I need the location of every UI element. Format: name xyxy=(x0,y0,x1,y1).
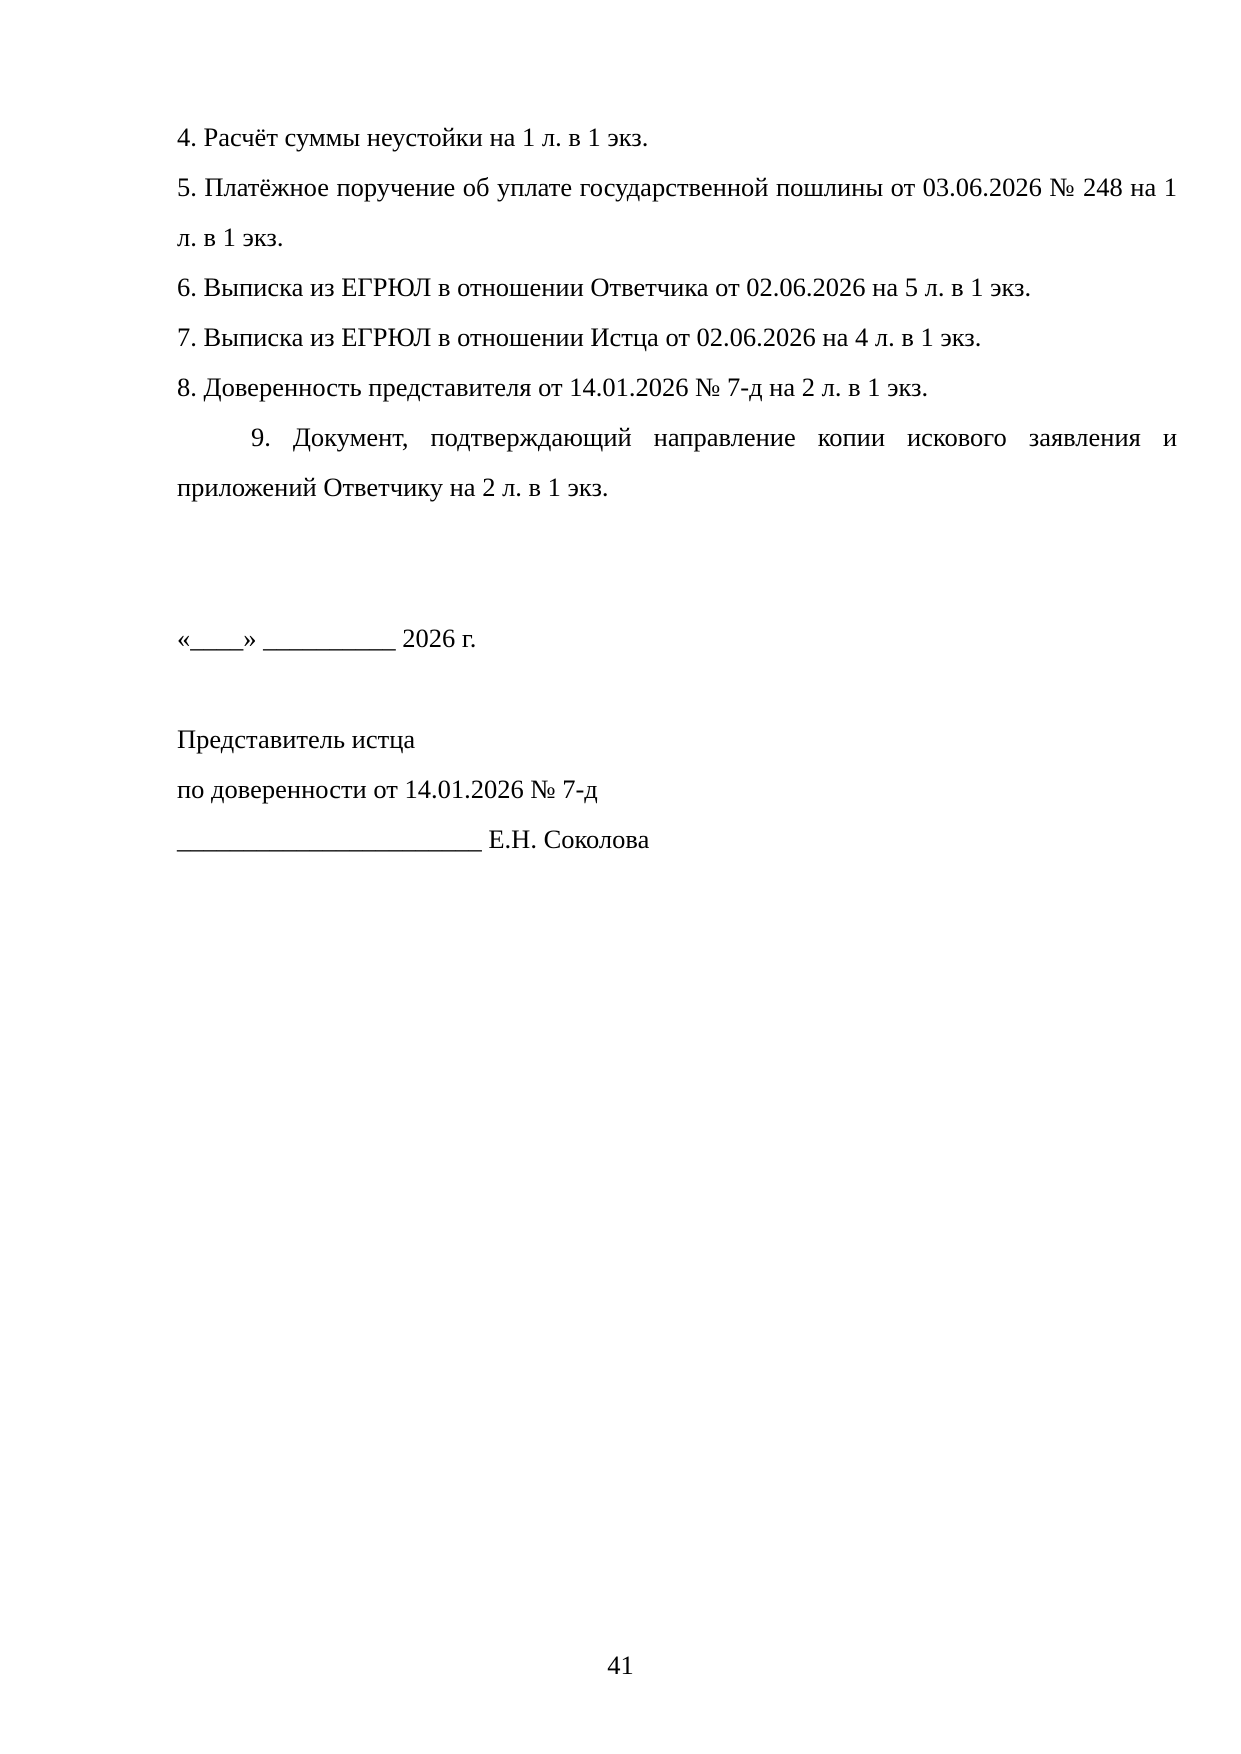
signatory-authority: по доверенности от 14.01.2026 № 7-д xyxy=(177,774,598,804)
attachment-item: 5. Платёжное поручение об уплате государственной пошлины от 03.06.2026 № 248 на 1 л. в 1 экз. xyxy=(177,172,1177,252)
attachment-item: 9. Документ, подтверждающий направление копии искового заявления и приложений Ответчику на 2 л. в 1 экз. xyxy=(177,422,1177,502)
attachments-list xyxy=(177,112,1177,512)
attachment-item: 7. Выписка из ЕГРЮЛ в отношении Истца от 02.06.2026 на 4 л. в 1 экз. xyxy=(177,322,982,352)
date-line: «____» __________ 2026 г. xyxy=(177,623,477,653)
attachment-item: 4. Расчёт суммы неустойки на 1 л. в 1 экз. xyxy=(177,122,649,152)
attachment-item: 8. Доверенность представителя от 14.01.2026 № 7-д на 2 л. в 1 экз. xyxy=(177,372,929,402)
signature-line: _______________________ Е.Н. Соколова xyxy=(177,824,650,854)
signature-block xyxy=(177,714,1177,864)
attachment-item: 6. Выписка из ЕГРЮЛ в отношении Ответчика от 02.06.2026 на 5 л. в 1 экз. xyxy=(177,272,1032,302)
page-number: 41 xyxy=(607,1650,634,1680)
signatory-position: Представитель истца xyxy=(177,724,416,754)
